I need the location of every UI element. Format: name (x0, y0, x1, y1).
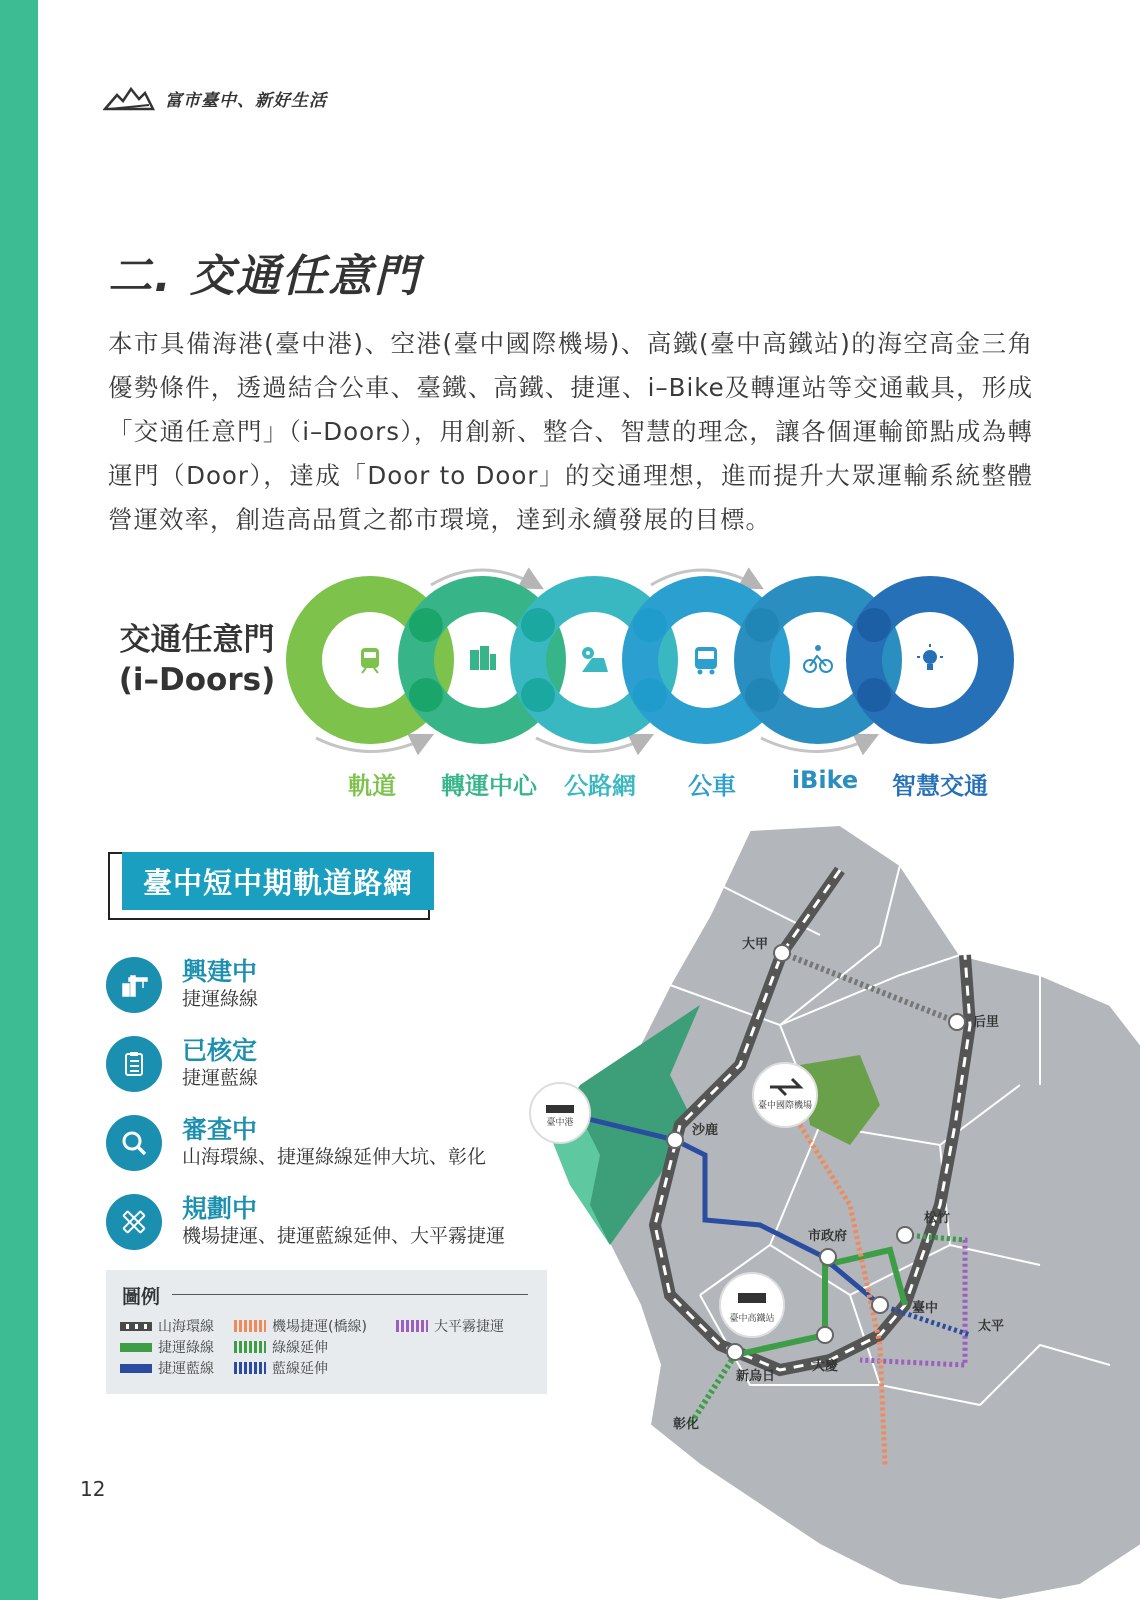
status-desc: 捷運藍線 (182, 1067, 259, 1089)
city-landmass (550, 825, 1141, 1600)
harbor-label: 臺中港 (546, 1118, 574, 1128)
station-label: 松竹 (924, 1211, 951, 1226)
legend-swatch (120, 1364, 152, 1373)
legend-item (234, 1358, 328, 1378)
station-label: 大甲 (742, 937, 769, 952)
body-paragraph: 本市具備海港(臺中港)、空港(臺中國際機場)、高鐵(臺中高鐵站)的海空高金三角優勢條件，透過結合公車、臺鐵、高鐵、捷運、i–Bike及轉運站等交通載具，形成「交通任意門」（i–Doors），用創新、整合、智慧的理念，讓各個運輸節點成為轉運門（Door），達成「Door to Door」的交通理想，進而提升大眾運輸系統整體營運效率，創造高品質之都市環境，達到永續發展的目標。 (108, 329, 1033, 534)
door-label-bike: iBike (791, 766, 859, 794)
legend-label: 山海環線 (158, 1319, 214, 1335)
magnifier-icon (106, 1115, 162, 1171)
side-color-bar (0, 0, 38, 1600)
station-label: 大慶 (812, 1359, 839, 1374)
door-label-road: 公路網 (564, 772, 636, 800)
legend-label: 大平霧捷運 (434, 1319, 504, 1335)
status-item (106, 955, 505, 1015)
legend-item (234, 1337, 328, 1357)
lightbulb-icon (917, 644, 943, 670)
bicycle-icon (804, 645, 832, 672)
legend-swatch (120, 1322, 152, 1331)
legend-item (396, 1316, 504, 1336)
clipboard-icon (106, 1036, 162, 1092)
station-label: 臺中 (912, 1301, 939, 1316)
train-icon (361, 648, 379, 673)
legend-item (120, 1358, 214, 1378)
section-title: 二. 交通任意門 (108, 251, 421, 302)
hsr-landmark (720, 1273, 784, 1337)
station-label: 沙鹿 (692, 1123, 719, 1138)
station-label: 新烏日 (736, 1369, 776, 1384)
status-desc: 機場捷運、捷運藍線延伸、大平霧捷運 (182, 1225, 506, 1247)
airport-label: 臺中國際機場 (757, 1101, 813, 1111)
legend-item (234, 1316, 367, 1336)
doors-title-line1: 交通任意門 (119, 622, 275, 658)
airport-landmark (753, 1063, 817, 1127)
status-list (106, 955, 505, 1271)
status-title: 已核定 (182, 1036, 258, 1065)
legend-item (120, 1316, 214, 1336)
legend-item (120, 1337, 214, 1357)
doors-title (108, 620, 286, 700)
legend-title: 圖例 (122, 1286, 161, 1308)
door-label-rail: 軌道 (348, 772, 396, 800)
header-slogan: 富市臺中、新好生活 (165, 90, 327, 111)
station-label: 市政府 (808, 1229, 848, 1244)
doors-title-line2: (i–Doors) (118, 662, 276, 698)
legend-swatch (396, 1320, 428, 1332)
door-label-transfer: 轉運中心 (441, 772, 537, 800)
status-title: 審查中 (182, 1115, 258, 1144)
station-label: 太平 (978, 1319, 1005, 1334)
status-title: 規劃中 (182, 1194, 258, 1223)
status-desc: 山海環線、捷運綠線延伸大坑、彰化 (182, 1146, 487, 1168)
page-header (103, 83, 327, 113)
construction-crane-icon (106, 957, 162, 1013)
legend-label: 機場捷運(橋線) (272, 1319, 367, 1335)
hsr-label: 臺中高鐵站 (729, 1314, 775, 1324)
bus-icon (695, 647, 717, 675)
legend-label: 捷運藍線 (158, 1361, 214, 1377)
road-map-icon (582, 647, 608, 672)
status-title: 興建中 (182, 957, 258, 986)
legend-label: 藍線延伸 (272, 1361, 328, 1377)
status-item (106, 1113, 505, 1173)
building-icon (470, 646, 496, 670)
station-label: 后里 (973, 1015, 1000, 1030)
status-item (106, 1034, 505, 1094)
status-desc: 捷運綠線 (182, 988, 259, 1010)
door-label-bus: 公車 (688, 772, 736, 800)
harbor-landmark (530, 1083, 590, 1143)
status-item (106, 1192, 505, 1252)
rail-network-map (520, 825, 1141, 1600)
legend-divider (172, 1294, 528, 1295)
page-number: 12 (80, 1477, 106, 1501)
mountain-logo-icon (103, 83, 155, 113)
legend-swatch (234, 1362, 266, 1374)
pencil-ruler-icon (106, 1194, 162, 1250)
legend-swatch (234, 1341, 266, 1353)
map-legend (106, 1270, 547, 1394)
doors-ring-diagram (286, 560, 1021, 760)
map-section-title: 臺中短中期軌道路網 (122, 852, 434, 910)
legend-label: 捷運綠線 (158, 1340, 214, 1356)
legend-label: 綠線延伸 (272, 1340, 328, 1356)
legend-swatch (234, 1320, 266, 1332)
station-label: 彰化 (673, 1417, 700, 1432)
door-label-smart: 智慧交通 (892, 772, 988, 800)
legend-swatch (120, 1343, 152, 1352)
